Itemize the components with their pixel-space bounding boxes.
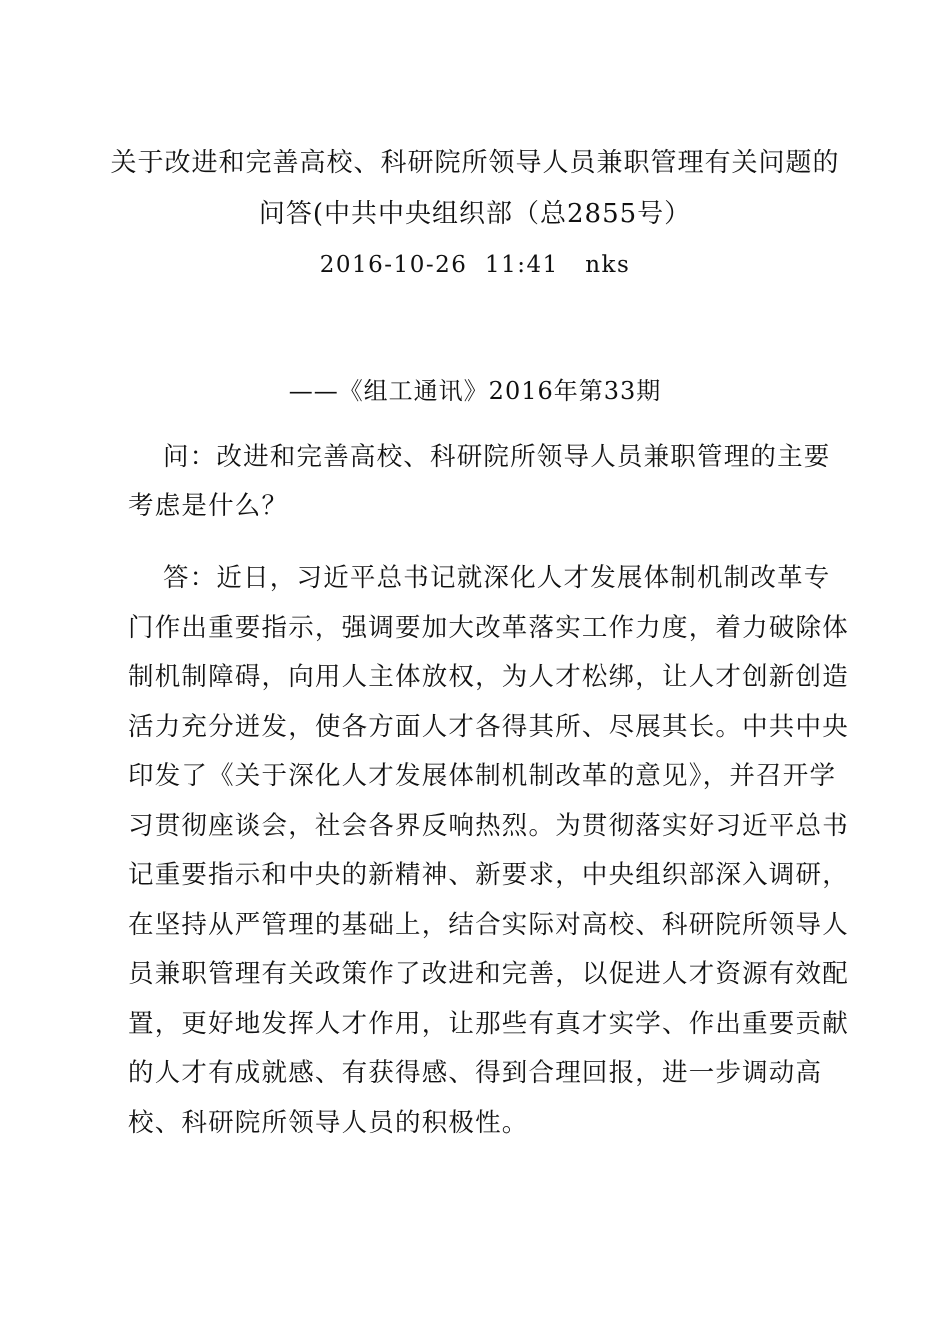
answer-line-2: 门作出重要指示，强调要加大改革落实工作力度，着力破除体 — [128, 613, 849, 643]
timestamp-author-line: 2016-10-26 11:41 nks — [319, 252, 631, 278]
answer-line-10: 置，更好地发挥人才作用，让那些有真才实学、作出重要贡献 — [128, 1009, 849, 1039]
answer-line-11: 的人才有成就感、有获得感、得到合理回报，进一步调动高 — [128, 1058, 823, 1088]
answer-line-4: 活力充分迸发，使各方面人才各得其所、尽展其长。中共中央 — [128, 712, 849, 742]
document-title-line-2: 问答(中共中央组织部（总2855号） — [258, 199, 692, 229]
question-line-1: 问：改进和完善高校、科研院所领导人员兼职管理的主要 — [163, 442, 831, 472]
answer-line-6: 习贯彻座谈会，社会各界反响热烈。为贯彻落实好习近平总书 — [128, 811, 849, 841]
answer-line-9: 员兼职管理有关政策作了改进和完善，以促进人才资源有效配 — [128, 959, 849, 989]
answer-line-8: 在坚持从严管理的基础上，结合实际对高校、科研院所领导人 — [128, 910, 849, 940]
source-citation: ——《组工通讯》2016年第33期 — [288, 377, 662, 405]
answer-line-5: 印发了《关于深化人才发展体制机制改革的意见》，并召开学 — [128, 761, 837, 791]
question-line-2: 考虑是什么？ — [128, 491, 289, 521]
answer-line-12: 校、科研院所领导人员的积极性。 — [128, 1108, 529, 1138]
answer-line-3: 制机制障碍，向用人主体放权，为人才松绑，让人才创新创造 — [128, 662, 849, 692]
answer-line-1: 答：近日，习近平总书记就深化人才发展体制机制改革专 — [163, 563, 831, 593]
answer-line-7: 记重要指示和中央的新精神、新要求，中央组织部深入调研， — [128, 860, 849, 890]
document-title-line-1: 关于改进和完善高校、科研院所领导人员兼职管理有关问题的 — [110, 148, 840, 178]
